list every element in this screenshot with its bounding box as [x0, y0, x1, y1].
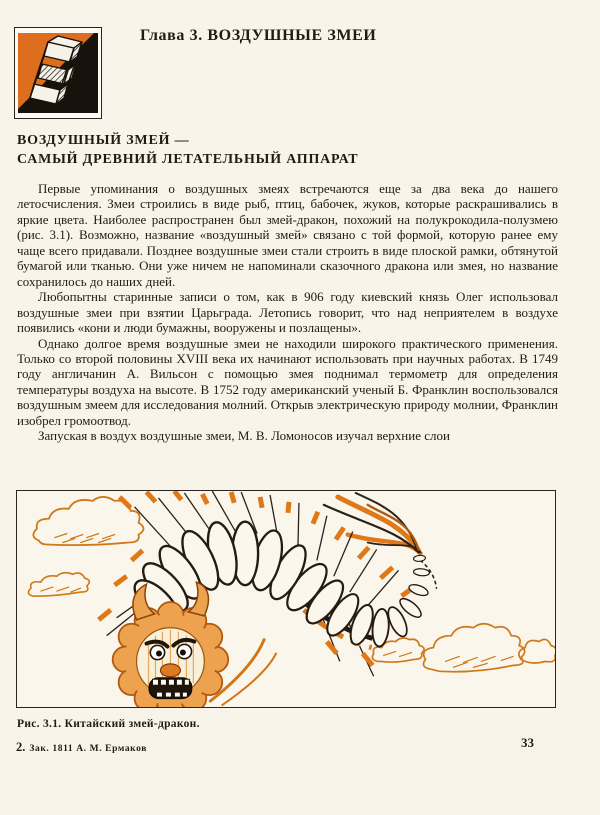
figure-caption: Рис. 3.1. Китайский змей-дракон.: [17, 718, 200, 730]
imprint-text: Зак. 1811 А. М. Ермаков: [29, 744, 147, 754]
paragraph: Однако долгое время воздушные змеи не находили широкого практического применения. Только со второй половины XVIII века их начинают использовать при научных работах. В 1749 году англичанин А. Вильсон с помощью змея поднимал термометр для определения температуры воздуха на высоте. В 1752 году американский ученый Б. Франклин воспользовался воздушным змеем для исследования молний. Открыв электрическую природу молнии, Франклин изобрел громоотвод.: [17, 335, 558, 428]
pupil-left: [156, 651, 162, 657]
section-heading: [17, 131, 358, 169]
chinese-dragon-kite-illustration: [17, 491, 555, 707]
chapter-title: Глава 3. ВОЗДУШНЫЕ ЗМЕИ: [140, 27, 377, 44]
footer-imprint: [16, 740, 147, 755]
page-number: 33: [521, 735, 534, 750]
imprint-number: 2.: [16, 740, 26, 754]
nose: [160, 664, 180, 677]
figure-frame: [16, 490, 556, 708]
paragraph: Запуская в воздух воздушные змеи, М. В. Ломоносов изучал верхние слои: [38, 428, 450, 444]
section-heading-line2: САМЫЙ ДРЕВНИЙ ЛЕТАТЕЛЬНЫЙ АППАРАТ: [17, 152, 359, 167]
paragraph: Любопытны старинные записи о том, как в 906 году киевский князь Олег использовал воздушные змеи при взятии Царьграда. Летопись говорит, что над неприятелем в воздухе появились «кони и люди бумажны, вооружены и позлащены».: [17, 289, 558, 336]
section-heading-line1: ВОЗДУШНЫЙ ЗМЕЙ —: [17, 133, 190, 148]
box-kite-logo-icon: [18, 31, 98, 115]
cloud-mid-left: [28, 573, 89, 596]
chapter-logo: [14, 27, 102, 119]
body-text: [17, 181, 558, 444]
pupil-right: [180, 650, 186, 656]
paragraph: Первые упоминания о воздушных змеях встречаются еще за два века до нашего летосчисления. Змеи строились в виде рыб, птиц, бабочек, жуков, которые раскрашивались в яркие цвета. Наиболее распространен был змей-дракон, похожий на полукрокодила-полузмею (рис. 3.1). Возможно, название «воздушный змей» связано с той формой, которую ранее ему чаще всего придавали. Позднее воздушные змеи стали строить в виде плоской рамки, обтянутой бумагой или тканью. Они уже ничем не напоминали сказочного дракона или змея, но название сохранилось до наших дней.: [17, 181, 558, 289]
